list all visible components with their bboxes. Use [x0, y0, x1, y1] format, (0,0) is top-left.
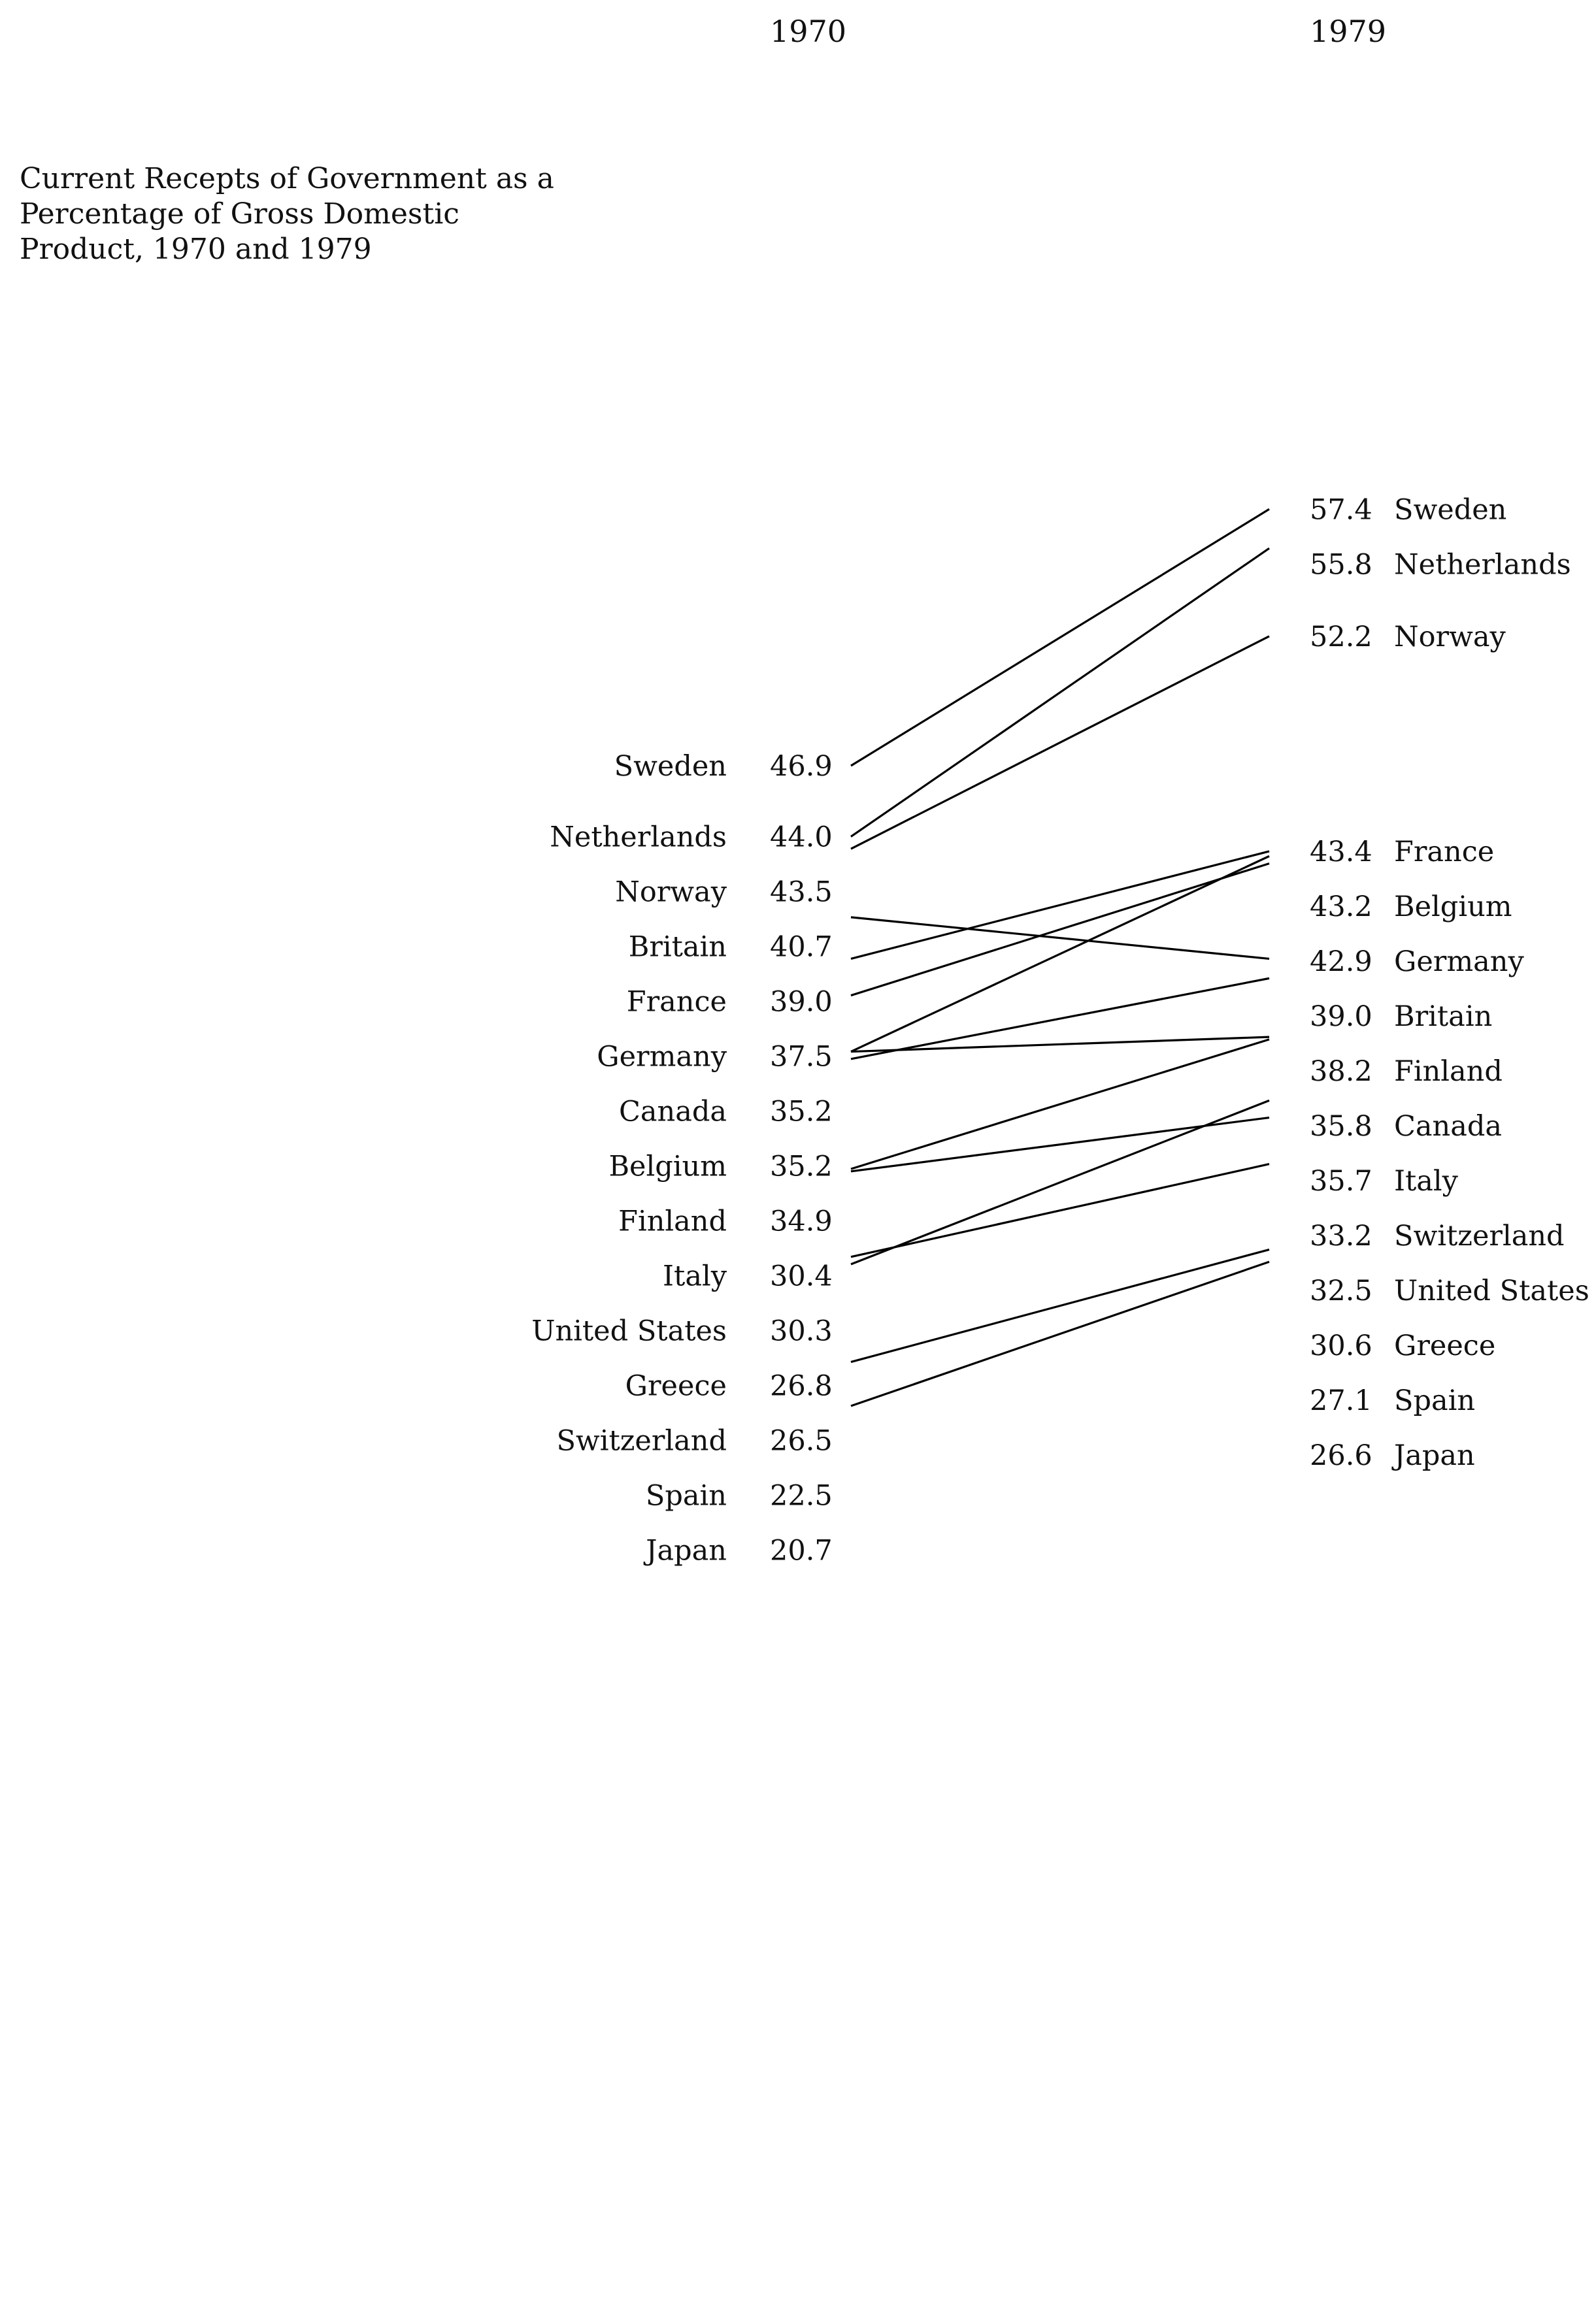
- label-1979-france-name: France: [1394, 835, 1495, 868]
- label-1970-britain-name: Britain: [628, 930, 727, 964]
- chart-title: [20, 162, 554, 266]
- label-1979-united-states-value: 32.5: [1310, 1274, 1372, 1307]
- slope-line-switzerland: [851, 1100, 1269, 1264]
- label-1970-finland-value: 34.9: [770, 1205, 833, 1238]
- label-1979-sweden-value: 57.4: [1310, 493, 1372, 527]
- label-1979-japan-value: 26.6: [1310, 1439, 1372, 1472]
- label-1970-greece-value: 26.8: [770, 1369, 833, 1403]
- label-1970-spain-value: 22.5: [770, 1479, 833, 1513]
- label-1979-canada-value: 35.8: [1310, 1109, 1372, 1143]
- label-1970-belgium-name: Belgium: [608, 1150, 727, 1183]
- label-1979-italy-value: 35.7: [1310, 1164, 1372, 1198]
- label-1979-netherlands-name: Netherlands: [1394, 548, 1571, 581]
- label-1970-norway-name: Norway: [615, 876, 727, 909]
- label-1970-canada-value: 35.2: [770, 1095, 833, 1128]
- label-1979-sweden-name: Sweden: [1394, 493, 1507, 527]
- chart-title-line-2: Percentage of Gross Domestic: [20, 197, 459, 231]
- label-1970-germany-value: 37.5: [770, 1040, 833, 1073]
- label-1979-britain-value: 39.0: [1310, 1000, 1372, 1033]
- label-1970-greece-name: Greece: [625, 1369, 727, 1403]
- label-1970-germany-name: Germany: [597, 1040, 727, 1073]
- label-1979-finland-value: 38.2: [1310, 1055, 1372, 1088]
- slope-line-greece: [851, 1164, 1269, 1257]
- label-1970-netherlands-value: 44.0: [770, 821, 833, 854]
- label-1979-greece-value: 30.6: [1310, 1329, 1372, 1362]
- left-column-header: 1970: [770, 14, 847, 49]
- label-1979-canada-name: Canada: [1394, 1109, 1503, 1143]
- slope-line-britain: [851, 917, 1269, 959]
- slope-line-sweden: [851, 509, 1269, 766]
- slope-line-norway: [851, 636, 1269, 849]
- right-column-header: 1979: [1310, 14, 1387, 49]
- label-1970-spain-name: Spain: [645, 1479, 727, 1513]
- label-1970-france-name: France: [626, 985, 727, 1019]
- label-1970-france-value: 39.0: [770, 985, 833, 1019]
- slope-line-japan: [851, 1262, 1269, 1406]
- slope-line-italy: [851, 1039, 1269, 1169]
- label-1970-norway-value: 43.5: [770, 876, 833, 909]
- slope-line-canada: [851, 1037, 1269, 1051]
- label-1970-netherlands-name: Netherlands: [550, 821, 727, 854]
- slope-line-belgium: [851, 856, 1269, 1051]
- label-1970-switzerland-value: 26.5: [770, 1424, 833, 1458]
- label-1970-united-states-value: 30.3: [770, 1315, 833, 1348]
- label-1979-france-value: 43.4: [1310, 835, 1372, 868]
- label-1979-germany-name: Germany: [1394, 945, 1524, 978]
- label-1970-sweden-name: Sweden: [614, 750, 727, 783]
- label-1970-britain-value: 40.7: [770, 930, 833, 964]
- label-1979-switzerland-name: Switzerland: [1394, 1219, 1565, 1252]
- label-1970-sweden-value: 46.9: [770, 750, 833, 783]
- chart-title-line-1: Current Recepts of Government as a: [20, 162, 554, 195]
- label-1979-netherlands-value: 55.8: [1310, 548, 1372, 581]
- label-1979-spain-name: Spain: [1394, 1384, 1476, 1417]
- label-1979-belgium-value: 43.2: [1310, 890, 1372, 923]
- label-1970-japan-name: Japan: [646, 1534, 727, 1567]
- label-1970-canada-name: Canada: [618, 1095, 727, 1128]
- label-1970-italy-value: 30.4: [770, 1260, 833, 1293]
- label-1979-britain-name: Britain: [1394, 1000, 1493, 1033]
- label-1979-switzerland-value: 33.2: [1310, 1219, 1372, 1252]
- label-1979-norway-value: 52.2: [1310, 620, 1372, 653]
- slope-line-germany: [851, 864, 1269, 996]
- label-1979-belgium-name: Belgium: [1394, 890, 1512, 923]
- chart-title-line-3: Product, 1970 and 1979: [20, 233, 372, 266]
- label-1979-japan-name: Japan: [1394, 1439, 1475, 1472]
- slope-labels: [531, 493, 1589, 1567]
- label-1970-belgium-value: 35.2: [770, 1150, 833, 1183]
- label-1970-switzerland-name: Switzerland: [556, 1424, 727, 1458]
- label-1979-spain-value: 27.1: [1310, 1384, 1372, 1417]
- label-1979-italy-name: Italy: [1394, 1164, 1458, 1198]
- label-1970-japan-value: 20.7: [770, 1534, 833, 1567]
- label-1970-united-states-name: United States: [531, 1315, 727, 1348]
- slope-lines: [851, 509, 1269, 1406]
- slope-line-netherlands: [851, 548, 1269, 836]
- label-1970-finland-name: Finland: [618, 1205, 727, 1238]
- label-1979-united-states-name: United States: [1394, 1274, 1589, 1307]
- slope-line-france: [851, 851, 1269, 959]
- label-1979-greece-name: Greece: [1394, 1329, 1496, 1362]
- label-1979-finland-name: Finland: [1394, 1055, 1503, 1088]
- label-1970-italy-name: Italy: [663, 1260, 727, 1293]
- slope-line-finland: [851, 978, 1269, 1058]
- label-1979-norway-name: Norway: [1394, 620, 1506, 653]
- label-1979-germany-value: 42.9: [1310, 945, 1372, 978]
- slope-line-spain: [851, 1250, 1269, 1362]
